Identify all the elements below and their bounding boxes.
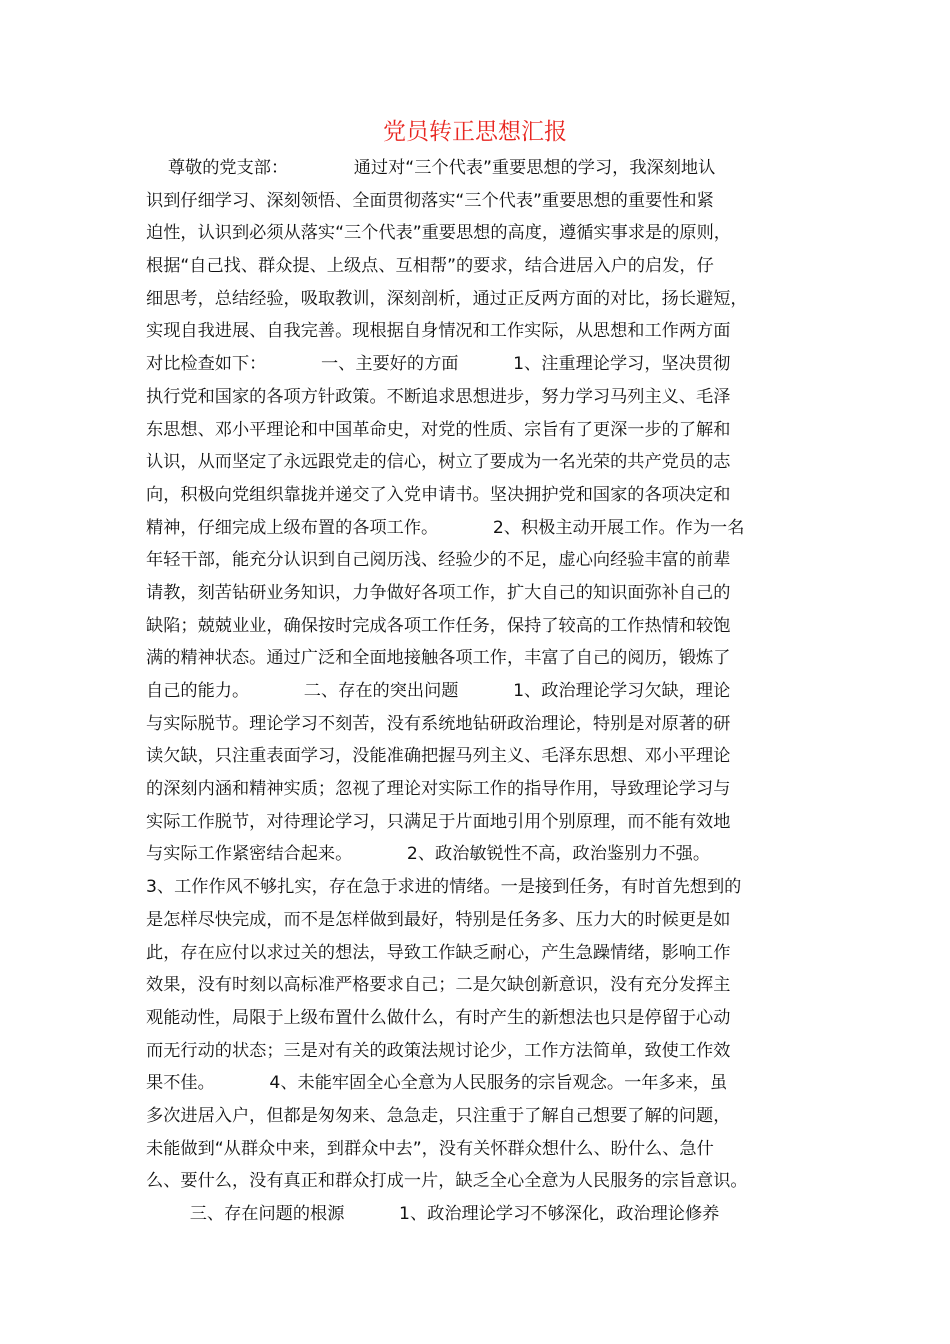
body-line: 效果，没有时刻以高标准严格要求自己；二是欠缺创新意识，没有充分发挥主 [146,975,731,996]
body-line: 此，存在应付以求过关的想法，导致工作缺乏耐心，产生急躁情绪，影响工作 [146,942,731,963]
body-line: 是怎样尽快完成，而不是怎样做到最好，特别是任务多、压力大的时候更是如 [146,909,731,930]
body-line: 向，积极向党组织靠拢并递交了入党申请书。坚决拥护党和国家的各项决定和 [146,484,731,505]
body-line: 3、工作作风不够扎实，存在急于求进的情绪。一是接到任务，有时首先想到的 [146,877,742,898]
body-line: 东思想、邓小平理论和中国革命史，对党的性质、宗旨有了更深一步的了解和 [146,419,731,440]
body-line: 请教，刻苦钻研业务知识，力争做好各项工作，扩大自己的知识面弥补自己的 [146,582,731,603]
body-line: 执行党和国家的各项方针政策。不断追求思想进步，努力学习马列主义、毛泽 [146,386,731,407]
body-line: 么、要什么，没有真正和群众打成一片，缺乏全心全意为人民服务的宗旨意识。 [146,1171,748,1192]
body-line: 精神，仔细完成上级布置的各项工作。 2、积极主动开展工作。作为一名 [146,517,745,538]
body-line: 与实际脱节。理论学习不刻苦，没有系统地钻研政治理论，特别是对原著的研 [146,713,731,734]
body-line: 认识，从而坚定了永远跟党走的信心，树立了要成为一名光荣的共产党员的志 [146,452,731,473]
body-line: 果不佳。 4、未能牢固全心全意为人民服务的宗旨观念。一年多来，虽 [146,1073,728,1094]
body-line: 多次进居入户，但都是匆匆来、急急走，只注重于了解自己想要了解的问题， [146,1105,731,1126]
body-line: 实现自我进展、自我完善。现根据自身情况和工作实际，从思想和工作两方面 [146,321,731,342]
body-line: 满的精神状态。通过广泛和全面地接触各项工作，丰富了自己的阅历，锻炼了 [146,648,731,669]
body-line: 对比检查如下： 一、主要好的方面 1、注重理论学习，坚决贯彻 [146,354,731,375]
body-line: 缺陷；兢兢业业，确保按时完成各项工作任务，保持了较高的工作热情和较饱 [146,615,731,636]
body-line: 与实际工作紧密结合起来。 2、政治敏锐性不高，政治鉴别力不强。 [146,844,711,865]
document-title: 党员转正思想汇报 [383,119,567,145]
document-body [146,152,806,1231]
body-line: 未能做到“从群众中来，到群众中去”，没有关怀群众想什么、盼什么、急什 [146,1138,714,1159]
body-line: 三、存在问题的根源 1、政治理论学习不够深化，政治理论修养 [146,1204,720,1224]
body-line: 而无行动的状态；三是对有关的政策法规讨论少，工作方法简单，致使工作效 [146,1040,731,1061]
body-line: 细思考，总结经验，吸取教训，深刻剖析，通过正反两方面的对比，扬长避短， [146,288,748,309]
body-line: 根据“自己找、群众提、上级点、互相帮”的要求，结合进居入户的启发，仔 [146,256,714,277]
body-line: 年轻干部，能充分认识到自己阅历浅、经验少的不足，虚心向经验丰富的前辈 [146,550,731,571]
body-line: 尊敬的党支部： 通过对“三个代表”重要思想的学习，我深刻地认 [146,158,716,178]
body-line: 实际工作脱节，对待理论学习，只满足于片面地引用个别原理，而不能有效地 [146,811,731,832]
body-line: 自己的能力。 二、存在的突出问题 1、政治理论学习欠缺，理论 [146,681,731,701]
body-line: 识到仔细学习、深刻领悟、全面贯彻落实“三个代表”重要思想的重要性和紧 [146,190,714,211]
body-line: 观能动性，局限于上级布置什么做什么，有时产生的新想法也只是停留于心动 [146,1007,731,1028]
body-line: 迫性，认识到必须从落实“三个代表”重要思想的高度，遵循实事求是的原则， [146,223,731,244]
body-line: 的深刻内涵和精神实质；忽视了理论对实际工作的指导作用，导致理论学习与 [146,779,731,800]
body-line: 读欠缺，只注重表面学习，没能准确把握马列主义、毛泽东思想、邓小平理论 [146,746,731,767]
